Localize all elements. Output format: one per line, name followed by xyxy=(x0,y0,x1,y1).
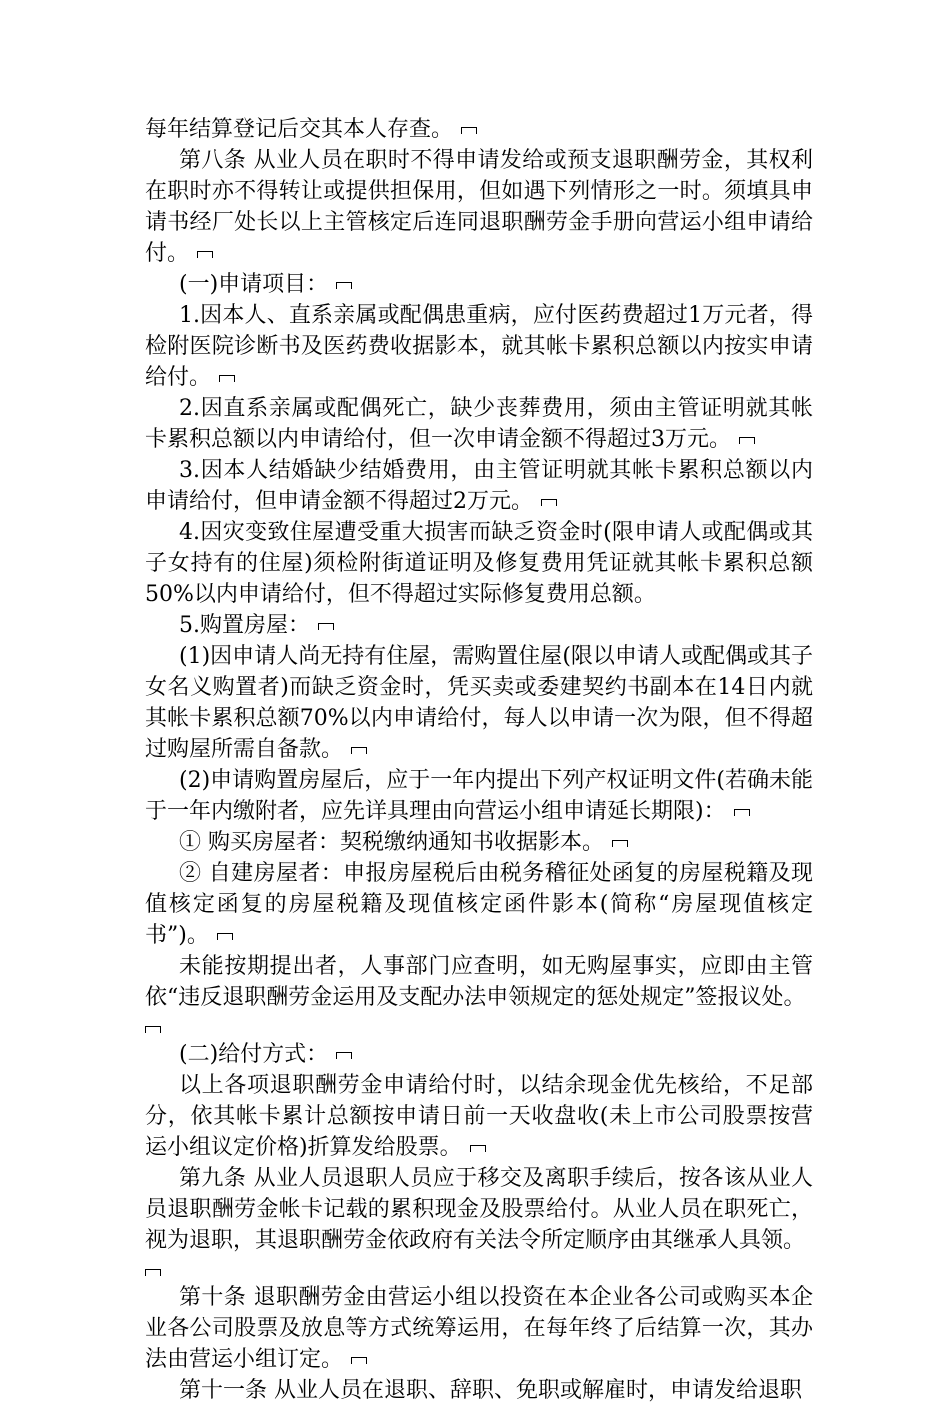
paragraph-text: 3.因本人结婚缺少结婚费用，由主管证明就其帐卡累积总额以内申请给付，但申请金额不得超过2万元。 xyxy=(145,458,813,514)
paragraph-text: ② 自建房屋者：申报房屋税后由税务稽征处函复的房屋税籍及现值核定函复的房屋税籍及现值核定函件影本(简称“房屋现值核定书”)。 xyxy=(145,861,813,948)
paragraph-mark-icon xyxy=(734,809,750,816)
paragraph-mark-icon xyxy=(197,251,213,258)
paragraph-mark-icon xyxy=(461,127,477,134)
paragraph-mark-icon xyxy=(470,1145,486,1152)
paragraph-13 xyxy=(145,1039,813,1070)
document-page xyxy=(145,114,813,1406)
paragraph-text: 5.购置房屋： xyxy=(179,613,310,638)
paragraph-text: 4.因灾变致住屋遭受重大损害而缺乏资金时(限申请人或配偶或其子女持有的住屋)须检附街道证明及修复费用凭证就其帐卡累积总额50%以内申请给付，但不得超过实际修复费用总额。 xyxy=(145,520,813,607)
paragraph-text: 1.因本人、直系亲属或配偶患重病，应付医药费超过1万元者，得检附医院诊断书及医药费收据影本，就其帐卡累积总额以内按实申请给付。 xyxy=(145,303,813,390)
paragraph-mark-icon xyxy=(739,437,755,444)
paragraph-text: 第八条 从业人员在职时不得申请发给或预支退职酬劳金，其权利在职时亦不得转让或提供担保用，但如遇下列情形之一时。须填具申请书经厂处长以上主管核定后连同退职酬劳金手册向营运小组申请给付。 xyxy=(145,148,813,266)
paragraph-17 xyxy=(145,1375,813,1406)
paragraph-mark-icon xyxy=(351,747,367,754)
paragraph-9 xyxy=(145,765,813,827)
paragraph-text: (1)因申请人尚无持有住屋，需购置住屋(限以申请人或配偶或其子女名义购置者)而缺乏资金时，凭买卖或委建契约书副本在14日内就其帐卡累积总额70%以内申请给付，每人以申请一次为限，但不得超过购屋所需自备款。 xyxy=(145,644,813,762)
paragraph-5 xyxy=(145,455,813,517)
paragraph-mark-icon xyxy=(351,1357,367,1364)
paragraph-14 xyxy=(145,1070,813,1163)
paragraph-text: 2.因直系亲属或配偶死亡，缺少丧葬费用，须由主管证明就其帐卡累积总额以内申请给付，但一次申请金额不得超过3万元。 xyxy=(145,396,813,452)
paragraph-text: (一)申请项目： xyxy=(179,272,329,297)
paragraph-15 xyxy=(145,1163,813,1256)
paragraph-mark-icon xyxy=(145,1026,161,1033)
paragraph-4 xyxy=(145,393,813,455)
paragraph-text: 第十一条 从业人员在退职、辞职、免职或解雇时，申请发给退职 xyxy=(179,1378,802,1403)
paragraph-mark-line xyxy=(145,1013,813,1039)
paragraph-mark-line xyxy=(145,1256,813,1282)
paragraph-6 xyxy=(145,517,813,610)
paragraph-mark-icon xyxy=(612,840,628,847)
paragraph-3 xyxy=(145,300,813,393)
paragraph-mark-icon xyxy=(219,375,235,382)
paragraph-mark-icon xyxy=(541,499,557,506)
paragraph-mark-icon xyxy=(336,1052,352,1059)
paragraph-text: 未能按期提出者，人事部门应查明，如无购屋事实，应即由主管依“违反退职酬劳金运用及支配办法申领规定的惩处规定”签报议处。 xyxy=(145,954,813,1010)
paragraph-text: 第九条 从业人员退职人员应于移交及离职手续后，按各该从业人员退职酬劳金帐卡记载的累积现金及股票给付。从业人员在职死亡，视为退职，其退职酬劳金依政府有关法令所定顺序由其继承人具领。 xyxy=(145,1166,813,1253)
paragraph-10 xyxy=(145,827,813,858)
paragraph-text: (二)给付方式： xyxy=(179,1042,329,1067)
paragraph-mark-icon xyxy=(336,282,352,289)
paragraph-1 xyxy=(145,145,813,269)
paragraph-7 xyxy=(145,610,813,641)
paragraph-text: (2)申请购置房屋后，应于一年内提出下列产权证明文件(若确未能于一年内缴附者，应先详具理由向营运小组申请延长期限)： xyxy=(145,768,813,824)
paragraph-text: 以上各项退职酬劳金申请给付时，以结余现金优先核给，不足部分，依其帐卡累计总额按申请日前一天收盘收(未上市公司股票按营运小组议定价格)折算发给股票。 xyxy=(145,1073,813,1160)
paragraph-16 xyxy=(145,1282,813,1375)
paragraph-text: ① 购买房屋者：契税缴纳通知书收据影本。 xyxy=(179,830,604,855)
paragraph-mark-icon xyxy=(145,1269,161,1276)
paragraph-mark-icon xyxy=(217,933,233,940)
paragraph-text: 每年结算登记后交其本人存查。 xyxy=(145,117,454,142)
paragraph-mark-icon xyxy=(318,623,334,630)
paragraph-11 xyxy=(145,858,813,951)
paragraph-0 xyxy=(145,114,813,145)
paragraph-text: 第十条 退职酬劳金由营运小组以投资在本企业各公司或购买本企业各公司股票及放息等方式统筹运用，在每年终了后结算一次，其办法由营运小组订定。 xyxy=(145,1285,813,1372)
paragraph-8 xyxy=(145,641,813,765)
paragraph-12 xyxy=(145,951,813,1013)
paragraph-2 xyxy=(145,269,813,300)
